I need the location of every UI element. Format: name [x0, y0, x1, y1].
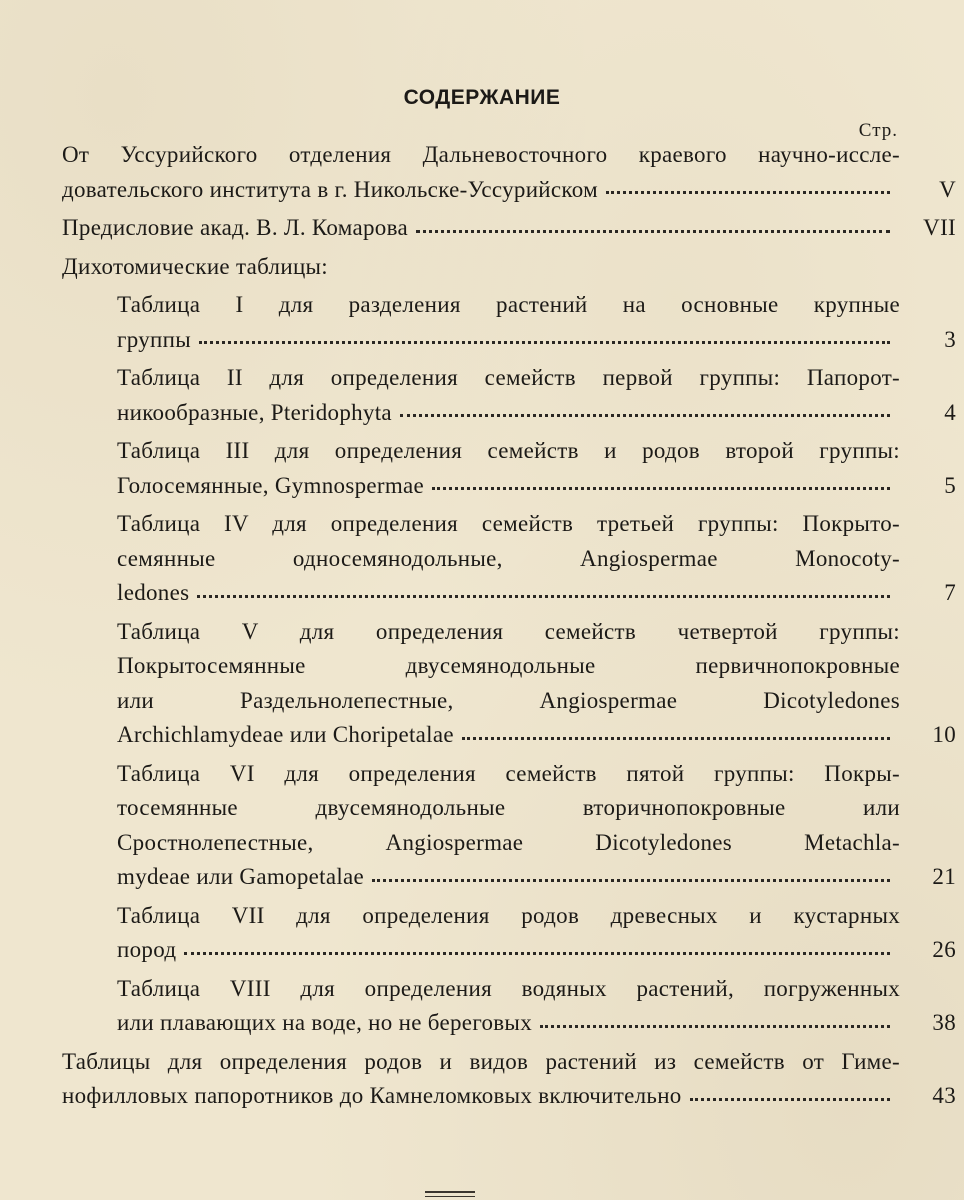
- toc-entry[interactable]: [117, 972, 956, 1041]
- toc-entry-line: Таблица VI для определения семейств пятой группы: Покры-: [117, 760, 900, 786]
- dot-leader: [606, 191, 890, 194]
- toc-entry[interactable]: [117, 757, 956, 895]
- toc-entry-last-line: [62, 1079, 956, 1114]
- dot-leader: [416, 230, 890, 233]
- toc-entry-last-line: [117, 396, 956, 431]
- toc-entry-text: Предисловие акад. В. Л. Комарова: [62, 215, 408, 240]
- toc-entry[interactable]: [117, 615, 956, 753]
- toc-entry-text: ledones: [117, 580, 190, 605]
- toc-entry[interactable]: [62, 1045, 956, 1114]
- toc-entry-line: Таблицы для определения родов и видов растений из семейств от Гиме-: [62, 1048, 900, 1074]
- toc-entry-last-line: [117, 1006, 956, 1041]
- dot-leader: [400, 414, 890, 417]
- page-number: 7: [944, 580, 956, 605]
- page-number: 3: [944, 326, 956, 352]
- toc-entry-last-line: [117, 323, 956, 358]
- toc-entry-text: пород: [117, 937, 177, 962]
- toc-entry-line: Таблица IV для определения семейств третьей группы: Покрыто-: [117, 511, 900, 536]
- page-number: 38: [932, 1010, 956, 1035]
- toc-entry[interactable]: [117, 288, 956, 357]
- toc-entry-last-line: [62, 173, 956, 208]
- toc-entry-line: тосемянные двусемянодольные вторичнопокровные или: [117, 795, 900, 820]
- dot-leader: [372, 879, 890, 882]
- toc-entry-last-line: [117, 860, 956, 895]
- toc-entry-text: группы: [117, 326, 192, 352]
- toc-entry-line: Таблица V для определения семейств четвертой группы:: [117, 618, 900, 644]
- page-column-label: Стр.: [858, 120, 898, 141]
- toc-entry[interactable]: [117, 361, 956, 430]
- toc-entry-text: Голосемянные, Gymnospermae: [117, 472, 425, 498]
- toc-entry-line: От Уссурийского отделения Дальневосточного краевого научно-иссле-: [62, 142, 900, 167]
- dot-leader: [540, 1025, 890, 1028]
- toc-entry-last-line: [117, 469, 956, 504]
- toc-entry[interactable]: [62, 138, 956, 207]
- toc-entry-line: Таблица II для определения семейств первой группы: Папорот-: [117, 365, 900, 390]
- page-number: 26: [932, 937, 956, 962]
- toc-heading-text: Дихотомические таблицы:: [62, 253, 328, 279]
- dot-leader: [432, 487, 890, 490]
- page-number: 43: [932, 1083, 956, 1108]
- toc-entry-last-line: [62, 211, 956, 246]
- dot-leader: [184, 952, 890, 955]
- page-number: 21: [932, 864, 956, 889]
- entry-gap: [0, 1114, 964, 1118]
- toc-entry-text: mydeae или Gamopetalae: [117, 864, 365, 889]
- dot-leader: [199, 341, 890, 344]
- toc-entry-last-line: [117, 933, 956, 968]
- toc-entry[interactable]: [117, 899, 956, 968]
- toc-entry-text: никообразные, Pteridophyta: [117, 399, 392, 425]
- toc-entry-line: Таблица III для определения семейств и родов второй группы:: [117, 438, 900, 463]
- page-number: 10: [932, 722, 956, 747]
- toc-entry-line: Таблица VII для определения родов древесных и кустарных: [117, 902, 900, 928]
- toc-entry-line: Покрытосемянные двусемянодольные первичнопокровные: [117, 653, 900, 678]
- toc-entry-line: Таблица I для разделения растений на основные крупные: [117, 292, 900, 317]
- toc-entry-line: Сростнолепестные, Angiospermae Dicotyledones Metachla-: [117, 829, 900, 855]
- toc-entry-last-line: [117, 576, 956, 611]
- toc-entry-text: довательского института в г. Никольске-Уссурийском: [62, 176, 598, 202]
- toc-entry-text: или плавающих на воде, но не береговых: [117, 1010, 532, 1035]
- page-title: СОДЕРЖАНИЕ: [403, 86, 561, 109]
- toc-entry-text: нофилловых папоротников до Камнеломковых включительно: [62, 1083, 682, 1108]
- toc-entry-line: Таблица VIII для определения водяных растений, погруженных: [117, 975, 900, 1001]
- page-number: 4: [944, 399, 956, 425]
- toc-entry-last-line: [117, 718, 956, 753]
- bottom-ornament-rule-thin: [425, 1196, 475, 1197]
- table-of-contents: [0, 138, 964, 1118]
- page-number: V: [939, 176, 956, 202]
- bottom-ornament-rule: [425, 1191, 475, 1193]
- dot-leader: [462, 737, 890, 740]
- toc-entry[interactable]: [117, 434, 956, 503]
- toc-entry-line: или Раздельнолепестные, Angiospermae Dicotyledones: [117, 687, 900, 713]
- toc-entry[interactable]: [62, 211, 956, 246]
- page-number: VII: [923, 215, 956, 240]
- toc-entry[interactable]: [117, 507, 956, 611]
- dot-leader: [690, 1098, 890, 1101]
- toc-entry-line: семянные односемянодольные, Angiospermae Monocoty-: [117, 545, 900, 571]
- toc-section-heading[interactable]: [62, 250, 900, 285]
- page-number: 5: [944, 472, 956, 498]
- toc-entry-text: Archichlamydeae или Choripetalae: [117, 722, 454, 747]
- dot-leader: [197, 595, 890, 598]
